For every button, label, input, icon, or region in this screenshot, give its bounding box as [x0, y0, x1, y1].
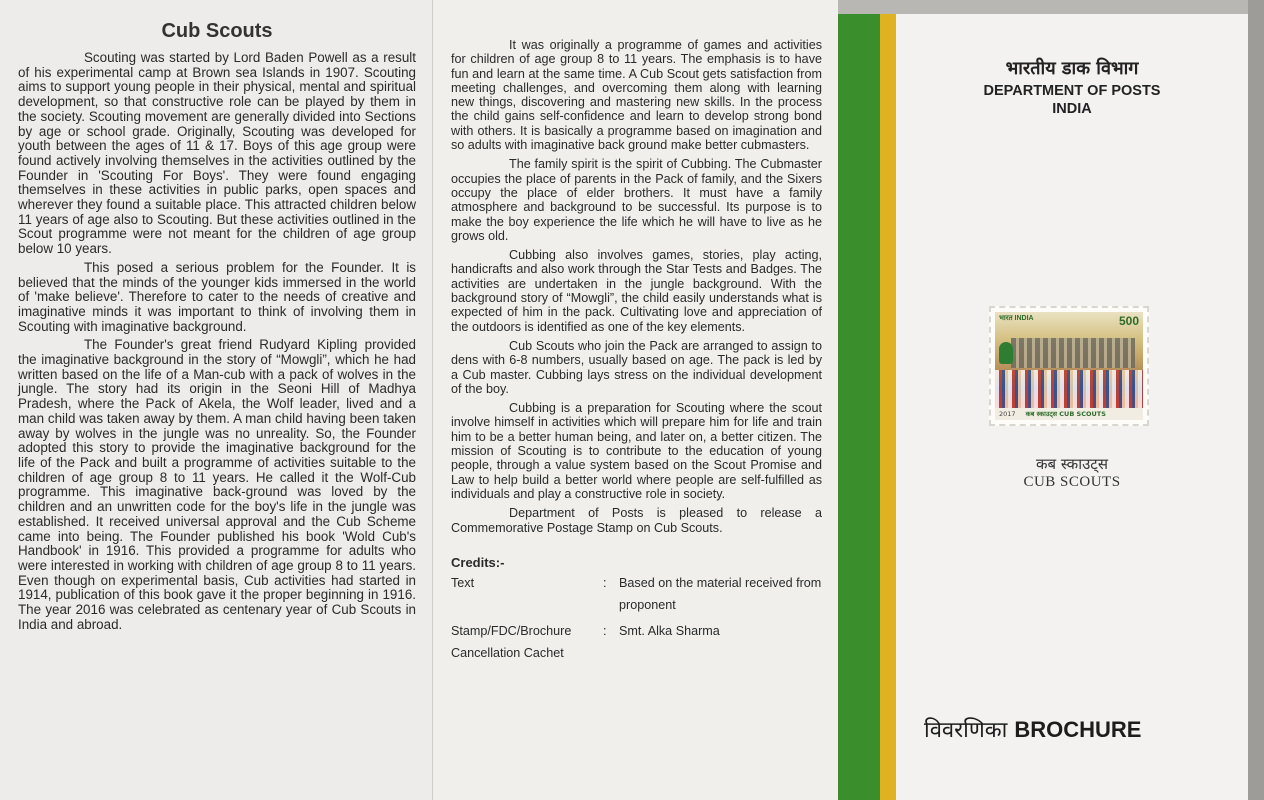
stamp-name-hindi: कब स्काउट्स — [1035, 455, 1108, 473]
brochure-left-panel — [0, 0, 432, 800]
body-paragraph: Cub Scouts who join the Pack are arranged to assign to dens with 6-8 numbers, usually based on age. The pack is led by a Cub master. Cubbing lays stress on the individual development of the boy. — [451, 338, 822, 396]
credit-separator: : — [603, 623, 607, 638]
brochure-label-hindi: विवरणिका — [924, 718, 1008, 743]
department-country: INDIA — [1052, 101, 1092, 117]
scout-emblem-icon — [999, 342, 1013, 364]
background-edge — [838, 0, 1248, 14]
brochure-label — [924, 714, 1141, 744]
body-paragraph: This posed a serious problem for the Founder. It is believed that the minds of the younger kids immersed in the world of 'make believe'. Therefore to cater to the needs of creative and imaginative minds it was important to think of involving them in Scouting with imaginative background. — [18, 259, 416, 334]
stamp-name-english: CUB SCOUTS — [1023, 474, 1121, 490]
green-stripe — [838, 14, 880, 800]
body-paragraph: Cubbing also involves games, stories, play acting, handicrafts and also work through the Star Tests and Badges. The activities are undertaken in the jungle background. With the background story of “Mowgli”, the child easily understands what is expected of him in the pack. Cultivating love and appreciation of the outdoors is identified as one of the key elements. — [451, 248, 822, 334]
brochure-title: Cub Scouts — [161, 20, 273, 42]
body-paragraph: Department of Posts is pleased to release a Commemorative Postage Stamp on Cub Scouts. — [451, 506, 822, 535]
stamp-building-image — [1011, 338, 1135, 368]
credit-row — [451, 620, 822, 664]
body-paragraph: Scouting was started by Lord Baden Powell as a result of his experimental camp at Brown sea Islands in 1907. Scouting aims to support young people in their physical, mental and spiritual development, so that constructive role can be played by them in the society. Scouting movement are generally divided into Sections by age or school grade. Originally, Scouting was developed for youth between the ages of 11 & 17. Boys of this age group were found actively involving themselves in the activities outlined by the Founder in 'Scouting For Boys'. They were found engaging themselves in these activities in public parks, open spaces and wherever they found a suitable place. This attracted children below 11 years of age also to Scouting. But these activities outlined in the Scout programme were not meant for the children of age group below 10 years. — [18, 50, 416, 257]
body-paragraph: It was originally a programme of games and activities for children of age group 8 to 11 years. The emphasis is to have fun and learn at the same time. A Cub Scout gets satisfaction from meeting challenges, and overcoming them along with learning new things, discovering and mastering new skills. In the process the child gains self-confidence and learn to develop strong bond with others. It is basically a programme based on imagination and so adults with imaginative back ground make better cubmasters. — [451, 38, 822, 153]
body-paragraph: The family spirit is the spirit of Cubbing. The Cubmaster occupies the place of parents in the Pack of family, and the Sixers occupy the place of elder brothers. It must have a family atmosphere and background to be successful. Its purpose is to make the boy experience the life which he will have to live as he grows old. — [451, 157, 822, 243]
credit-label: Stamp/FDC/Brochure Cancellation Cachet — [451, 623, 572, 660]
credits-heading: Credits:- — [451, 554, 505, 570]
postage-stamp — [989, 306, 1149, 426]
credit-row — [451, 572, 822, 616]
decorative-stripes — [838, 14, 896, 800]
credit-value: Based on the material received from proponent — [619, 575, 822, 612]
department-name-hindi: भारतीय डाक विभाग — [1005, 58, 1139, 79]
stamp-name — [896, 454, 1248, 491]
stamp-country: भारत INDIA — [999, 315, 1034, 322]
background-edge — [1248, 0, 1264, 800]
department-header — [896, 56, 1248, 118]
stamp-caption-text: कब स्काउट्स CUB SCOUTS — [1025, 410, 1106, 418]
body-paragraph: The Founder's great friend Rudyard Kipling provided the imaginative background in the story of “Mowgli”, which he had written based on the life of a Man-cub with a pack of wolves in the jungle. The story had its origin in the Seoni Hill of Madhya Pradesh, where the Pack of Akela, the Wolf leader, lived and a man child was taken away by them. A man child having been taken away by wolves in the jungle was no unreality. So, the Founder adopted this story to provide the imaginative background for the life of the Pack and built a programme of activities suitable to the children of age group 8 to 11 years. He called it the Wolf-Cub programme. This imaginative back-ground was loved by the children and an unwritten code for the boy's life in the jungle was established. It received universal approval and the Cub Scheme came into being. The Founder published his book 'Wold Cub's Handbook' in 1916. This provided a programme for adults who were interested in working with children of age group 8 to 11 years. Even though on experimental basis, Cub activities had started in 1914, publication of this book gave it the proper beginning in 1916. The year 2016 was celebrated as centenary year of Cub Scouts in India and abroad. — [18, 337, 416, 632]
brochure-label-english: BROCHURE — [1014, 717, 1142, 742]
brochure-middle-panel — [432, 0, 838, 800]
credit-value: Smt. Alka Sharma — [619, 623, 720, 638]
yellow-stripe — [880, 14, 896, 800]
brochure-cover-panel — [896, 14, 1248, 800]
stamp-artwork — [995, 312, 1143, 420]
stamp-denomination: 500 — [1118, 314, 1139, 328]
stamp-crowd-image — [995, 370, 1143, 410]
stamp-caption — [995, 408, 1143, 420]
body-paragraph: Cubbing is a preparation for Scouting where the scout involve himself in activities which will prepare him for life and train him to be a better human being, and later on, a better citizen. The mission of Scouting is to contribute to the education of young people, through a value system based on the Scout Promise and Law to help build a better world where people are self-fulfilled as individuals and play a constructive role in society. — [451, 401, 822, 501]
credit-label: Text — [451, 575, 475, 590]
department-name: DEPARTMENT OF POSTS — [983, 83, 1161, 99]
stamp-year: 2017 — [999, 410, 1016, 418]
credit-separator: : — [603, 575, 607, 590]
